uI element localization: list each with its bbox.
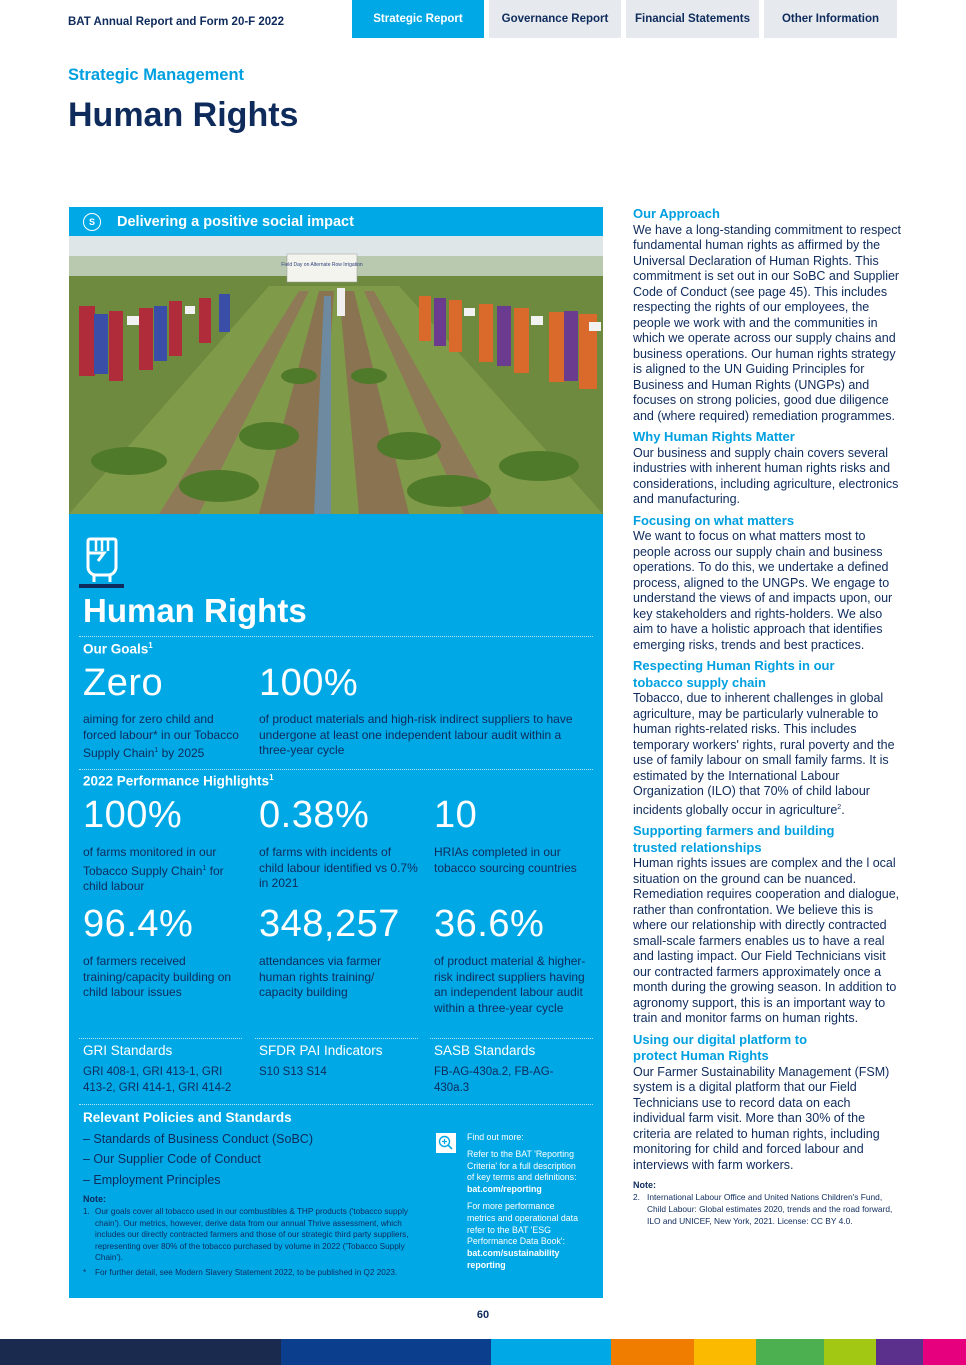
footnote-marker: 1.	[83, 1207, 90, 1216]
section-heading: Focusing on what matters	[633, 512, 795, 528]
highlight-value: 36.6%	[434, 903, 545, 945]
footer-color-bar	[876, 1339, 923, 1365]
policy-item: – Standards of Business Conduct (SoBC)	[83, 1132, 313, 1146]
goal-value: Zero	[83, 662, 164, 704]
page-title: Human Rights	[68, 96, 299, 134]
raised-fist-icon	[82, 535, 122, 583]
farm-field-photo	[69, 236, 603, 514]
divider	[79, 1104, 593, 1105]
policy-item: – Our Supplier Code of Conduct	[83, 1152, 261, 1166]
section-eyebrow: Strategic Management	[68, 66, 245, 84]
section-body: Our business and supply chain covers several industries with inherent human rights risks and considerations, including agriculture, electronics and manufacturing.	[633, 445, 899, 506]
footer-color-bar	[611, 1339, 694, 1365]
footer-color-bar	[281, 1339, 491, 1365]
highlight-description: of farms with incidents of child labour identified vs 0.7% in 2021	[259, 845, 418, 890]
highlight-description: of farmers received training/capacity building on child labour issues	[83, 954, 232, 999]
panel-big-title: Human Rights	[83, 592, 307, 629]
section-heading: Using our digital platform to protect Human Rights	[633, 1031, 808, 1064]
footer-color-bar	[923, 1339, 966, 1365]
highlight-value: 10	[434, 794, 478, 836]
highlight-description: attendances via farmer human rights training/ capacity building	[259, 954, 382, 999]
right-footnote	[633, 1192, 899, 1227]
find-out-more-text: For more performance metrics and operational data refer to the BAT 'ESG Performance Data Book':	[467, 1200, 579, 1247]
policy-item: – Employment Principles	[83, 1173, 221, 1187]
highlight-value: 100%	[83, 794, 183, 836]
accent-line	[79, 584, 124, 588]
section-heading: Supporting farmers and building trusted relationships	[633, 823, 835, 855]
footer-color-bar	[491, 1339, 611, 1365]
divider	[255, 1038, 418, 1039]
highlight-value: 348,257	[259, 903, 400, 945]
photo-sign-text: Field Day on Alternate Row Irrigation	[281, 262, 363, 268]
goals-label: Our Goals$^1$	[83, 641, 153, 657]
footer-color-bar	[0, 1339, 281, 1365]
footer-color-bar	[756, 1339, 824, 1365]
section-body: Human rights issues are complex and the l ocal situation on the ground can be nuanced. Remediation requires cooperation and dialogue, rather than confrontation. We believe this is where our relationship with directly contracted small-scale farmers enables us to have a real and lasting impact. Our Field Technicians visit our contracted farmers approximately once a month during the growing season. In addition to agronomy support, this is an important way to train and monitor farms on human rights.	[633, 856, 900, 1026]
footnote-text: For further detail, see Modern Slavery Statement 2022, to be published in Q2 2023.	[95, 1268, 398, 1277]
panel-heading-label: Delivering a positive social impact	[117, 213, 354, 230]
sasb-standards-title: SASB Standards	[434, 1043, 536, 1058]
divider	[430, 1038, 593, 1039]
highlight-description: of product material & higher-risk indirect suppliers having an independent labour audit within a three-year cycle	[434, 954, 586, 1015]
tab-other-information[interactable]: Other Information	[764, 0, 897, 38]
highlight-description: of farms monitored in our Tobacco Supply Chain$^1$ for child labour	[83, 845, 224, 893]
policies-label: Relevant Policies and Standards	[83, 1110, 292, 1125]
section-body: Tobacco, due to inherent challenges in global agriculture, may be particularly vulnerable to human rights-related risks. This includes temporary workers' rights, rural poverty and the use of family labour on small family farms. It is estimated by the International Labour Organization (ILO) that 70% of child labour incidents globally occur in agriculture$^2$.	[633, 691, 895, 817]
reporting-link[interactable]: bat.com/reporting	[467, 1184, 542, 1195]
page-number: 60	[476, 1309, 490, 1321]
footnote-marker: *	[83, 1268, 87, 1277]
section-heading: Respecting Human Rights in our tobacco supply chain	[633, 658, 835, 690]
find-out-more-text: Refer to the BAT 'Reporting Criteria' for a full description of key terms and definitions:	[467, 1148, 577, 1183]
zoom-in-icon	[436, 1133, 456, 1153]
right-column	[633, 206, 903, 1228]
goal-description: aiming for zero child and forced labour* in our Tobacco Supply Chain$^1$ by 2025	[83, 712, 239, 760]
footnote-text: Our goals cover all tobacco used in our combustibles & THP products ('tobacco supply chain'). Our metrics, however, derive data from our annual Thrive assessment, which includes our directly contracted farmers and those of our strategic third party suppliers, representing over 80% of the tobacco purchased by volume in 2022 ('Tobacco Supply Chain').	[95, 1207, 409, 1262]
section-body: Our Farmer Sustainability Management (FSM) system is a digital platform that our Field Technicians use to record data on each individual farm visit. More than 30% of the criteria are related to human rights, including monitoring for child and forced labour and interviews with farm workers.	[633, 1064, 890, 1172]
right-footnote-text: International Labour Office and United Nations Children's Fund, Child Labour: Global estimates 2020, trends and the road forward, ILO and UNICEF, New York, 2021. License: CC BY 4.0.	[647, 1192, 893, 1226]
highlights-label: 2022 Performance Highlights$^1$	[83, 773, 274, 789]
panel-note-label: Note:	[83, 1194, 106, 1204]
sasb-standards-text: FB-AG-430a.2, FB-AG-430a.3	[434, 1066, 554, 1094]
divider	[79, 1038, 242, 1039]
footer-color-bar	[694, 1339, 756, 1365]
tab-strategic-report[interactable]: Strategic Report	[352, 0, 484, 38]
panel-heading	[69, 207, 603, 236]
footer-color-bar	[824, 1339, 876, 1365]
goal-value: 100%	[259, 662, 359, 704]
sfdr-indicators-title: SFDR PAI Indicators	[259, 1043, 383, 1058]
gri-standards-title: GRI Standards	[83, 1043, 173, 1058]
report-title: BAT Annual Report and Form 20-F 2022	[68, 16, 284, 28]
highlight-description: HRIAs completed in our tobacco sourcing countries	[434, 845, 577, 875]
divider	[79, 636, 593, 637]
tab-financial-statements[interactable]: Financial Statements	[626, 0, 759, 38]
gri-standards-text: GRI 408-1, GRI 413-1, GRI 413-2, GRI 414-1, GRI 414-2	[83, 1066, 232, 1094]
section-body: We have a long-standing commitment to respect fundamental human rights as affirmed by the Universal Declaration of Human Rights. This commitment is set out in our SoBC and Supplier Code of Conduct (see page 45). This includes respecting the rights of our employees, the people we work with and the communities in which we operate across our supply chains and business operations. Our human rights strategy is aligned to the UN Guiding Principles for Business and Human Rights (UNGPs) and focuses on strong policies, good due diligence and (where required) remediation programmes.	[633, 222, 901, 423]
tab-governance-report[interactable]: Governance Report	[489, 0, 621, 38]
right-footnote-marker: 2.	[633, 1192, 640, 1203]
section-heading: Our Approach	[633, 206, 720, 221]
section-heading: Why Human Rights Matter	[633, 429, 795, 444]
right-note-label: Note:	[633, 1180, 656, 1191]
sustainability-reporting-link[interactable]: bat.com/sustainability reporting	[467, 1248, 560, 1270]
social-badge-icon: S	[83, 213, 101, 231]
find-out-more-heading: Find out more:	[467, 1132, 524, 1142]
goal-description: of product materials and high-risk indirect suppliers to have undergone at least one independent labour audit within a three-year cycle	[259, 712, 573, 757]
divider	[79, 769, 593, 770]
find-out-more	[467, 1132, 582, 1272]
highlight-value: 0.38%	[259, 794, 370, 836]
sfdr-indicators-text: S10 S13 S14	[259, 1066, 327, 1078]
highlight-value: 96.4%	[83, 903, 194, 945]
section-body: We want to focus on what matters most to people across our supply chain and business operations. To do this, we undertake a defined process, aligned to the UNGPs. We engage to understand the views of and impacts upon, our key stakeholders and rights-holders. We also aim to have a holistic approach that identifies emerging risks, trends and best practices.	[633, 529, 893, 652]
